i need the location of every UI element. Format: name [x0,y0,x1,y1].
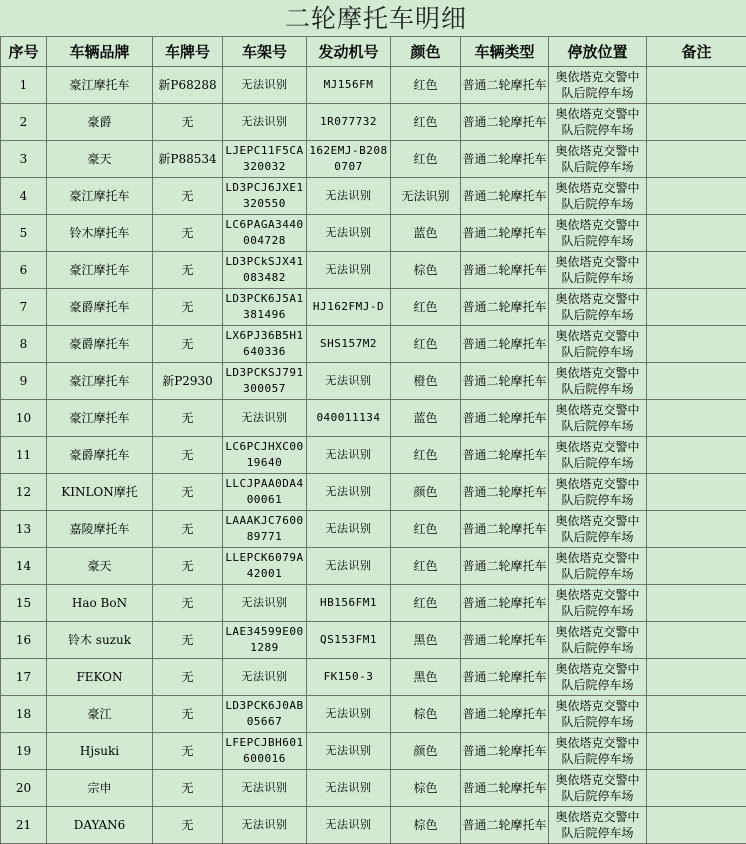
header-vin[interactable]: 车架号 [223,37,307,67]
cell-color[interactable]: 蓝色 [391,215,461,252]
cell-type[interactable]: 普通二轮摩托车 [461,104,549,141]
cell-type[interactable]: 普通二轮摩托车 [461,326,549,363]
cell-location[interactable]: 奥依塔克交警中队后院停车场 [549,807,647,844]
table-row [1,178,746,215]
cell-location[interactable]: 奥依塔克交警中队后院停车场 [549,770,647,807]
cell-engine[interactable]: 无法识别 [307,733,391,770]
cell-color[interactable]: 红色 [391,104,461,141]
cell-note[interactable] [647,178,746,215]
cell-color[interactable]: 红色 [391,326,461,363]
cell-engine[interactable]: 无法识别 [307,548,391,585]
cell-plate[interactable]: 无 [153,659,223,696]
cell-plate[interactable]: 无 [153,622,223,659]
cell-type[interactable]: 普通二轮摩托车 [461,696,549,733]
cell-note[interactable] [647,215,746,252]
cell-brand[interactable]: 嘉陵摩托车 [47,511,153,548]
cell-vin[interactable]: LLEPCK6079A42001 [223,548,307,585]
cell-type[interactable]: 普通二轮摩托车 [461,548,549,585]
cell-type[interactable]: 普通二轮摩托车 [461,178,549,215]
cell-vin[interactable]: LD3PCKSJ791300057 [223,363,307,400]
cell-index[interactable]: 12 [1,474,47,511]
cell-note[interactable] [647,659,746,696]
cell-type[interactable]: 普通二轮摩托车 [461,511,549,548]
cell-engine[interactable]: SHS157M2 [307,326,391,363]
cell-brand[interactable]: 豪江摩托车 [47,178,153,215]
cell-plate[interactable]: 新P68288 [153,67,223,104]
cell-vin[interactable]: LD3PCK6J5A1381496 [223,289,307,326]
cell-brand[interactable]: Hao BoN [47,585,153,622]
cell-plate[interactable]: 无 [153,215,223,252]
cell-index[interactable]: 4 [1,178,47,215]
cell-vin[interactable]: LFEPCJBH601600016 [223,733,307,770]
cell-brand[interactable]: Hjsuki [47,733,153,770]
table-row [1,585,746,622]
cell-brand[interactable]: 豪天 [47,141,153,178]
cell-type[interactable]: 普通二轮摩托车 [461,289,549,326]
cell-plate[interactable]: 无 [153,474,223,511]
cell-note[interactable] [647,548,746,585]
cell-color[interactable]: 红色 [391,585,461,622]
cell-index[interactable]: 21 [1,807,47,844]
cell-color[interactable]: 红色 [391,548,461,585]
cell-location[interactable]: 奥依塔克交警中队后院停车场 [549,363,647,400]
cell-note[interactable] [647,104,746,141]
cell-engine[interactable]: FK150-3 [307,659,391,696]
cell-type[interactable]: 普通二轮摩托车 [461,363,549,400]
cell-vin[interactable]: 无法识别 [223,104,307,141]
table-row [1,363,746,400]
cell-note[interactable] [647,326,746,363]
cell-engine[interactable]: HB156FM1 [307,585,391,622]
cell-plate[interactable]: 无 [153,696,223,733]
table-row [1,474,746,511]
cell-type[interactable]: 普通二轮摩托车 [461,770,549,807]
cell-brand[interactable]: 宗申 [47,770,153,807]
cell-note[interactable] [647,511,746,548]
cell-engine[interactable]: 无法识别 [307,363,391,400]
table-row [1,289,746,326]
cell-index[interactable]: 16 [1,622,47,659]
cell-plate[interactable]: 无 [153,178,223,215]
cell-type[interactable]: 普通二轮摩托车 [461,67,549,104]
cell-vin[interactable]: LLCJPAA0DA400061 [223,474,307,511]
cell-plate[interactable]: 无 [153,104,223,141]
cell-type[interactable]: 普通二轮摩托车 [461,622,549,659]
cell-index[interactable]: 11 [1,437,47,474]
cell-color[interactable]: 棕色 [391,696,461,733]
cell-location[interactable]: 奥依塔克交警中队后院停车场 [549,437,647,474]
table-row [1,659,746,696]
table-header [1,37,746,67]
cell-vin[interactable]: LAE34599E001289 [223,622,307,659]
motorcycle-table [0,36,746,844]
cell-engine[interactable]: 040011134 [307,400,391,437]
header-brand[interactable]: 车辆品牌 [47,37,153,67]
table-row [1,437,746,474]
cell-note[interactable] [647,622,746,659]
cell-brand[interactable]: 铃木摩托车 [47,215,153,252]
cell-brand[interactable]: DAYAN6 [47,807,153,844]
cell-index[interactable]: 6 [1,252,47,289]
cell-engine[interactable]: HJ162FMJ-D [307,289,391,326]
cell-plate[interactable]: 无 [153,807,223,844]
cell-brand[interactable]: 豪爵 [47,104,153,141]
cell-plate[interactable]: 无 [153,437,223,474]
table-row [1,622,746,659]
cell-vin[interactable]: LC6PAGA3440004728 [223,215,307,252]
cell-color[interactable]: 红色 [391,67,461,104]
cell-note[interactable] [647,437,746,474]
cell-index[interactable]: 8 [1,326,47,363]
cell-index[interactable]: 3 [1,141,47,178]
cell-type[interactable]: 普通二轮摩托车 [461,400,549,437]
cell-color[interactable]: 棕色 [391,252,461,289]
cell-note[interactable] [647,770,746,807]
cell-index[interactable]: 19 [1,733,47,770]
cell-type[interactable]: 普通二轮摩托车 [461,215,549,252]
header-location[interactable]: 停放位置 [549,37,647,67]
cell-index[interactable]: 9 [1,363,47,400]
cell-color[interactable]: 橙色 [391,363,461,400]
cell-vin[interactable]: 无法识别 [223,400,307,437]
cell-vin[interactable]: 无法识别 [223,585,307,622]
cell-type[interactable]: 普通二轮摩托车 [461,659,549,696]
header-plate[interactable]: 车牌号 [153,37,223,67]
cell-type[interactable]: 普通二轮摩托车 [461,437,549,474]
cell-vin[interactable]: LD3PCK6J0AB05667 [223,696,307,733]
cell-engine[interactable]: 162EMJ-B2080707 [307,141,391,178]
header-type[interactable]: 车辆类型 [461,37,549,67]
cell-engine[interactable]: 无法识别 [307,215,391,252]
cell-plate[interactable]: 无 [153,511,223,548]
cell-note[interactable] [647,733,746,770]
cell-color[interactable]: 颜色 [391,474,461,511]
cell-engine[interactable]: 1R077732 [307,104,391,141]
table-body [1,67,746,844]
cell-note[interactable] [647,807,746,844]
cell-brand[interactable]: 豪江摩托车 [47,67,153,104]
cell-index[interactable]: 20 [1,770,47,807]
cell-location[interactable]: 奥依塔克交警中队后院停车场 [549,141,647,178]
cell-plate[interactable]: 新P88534 [153,141,223,178]
cell-vin[interactable]: 无法识别 [223,67,307,104]
cell-engine[interactable]: MJ156FM [307,67,391,104]
cell-brand[interactable]: KINLON摩托 [47,474,153,511]
cell-index[interactable]: 17 [1,659,47,696]
cell-note[interactable] [647,289,746,326]
cell-color[interactable]: 红色 [391,289,461,326]
cell-vin[interactable]: LD3PCJ6JXE1320550 [223,178,307,215]
table-row [1,548,746,585]
cell-vin[interactable]: LAAAKJC760089771 [223,511,307,548]
cell-note[interactable] [647,141,746,178]
table-row [1,141,746,178]
cell-location[interactable]: 奥依塔克交警中队后院停车场 [549,696,647,733]
table-row [1,104,746,141]
cell-engine[interactable]: 无法识别 [307,696,391,733]
cell-brand[interactable]: FEKON [47,659,153,696]
cell-type[interactable]: 普通二轮摩托车 [461,585,549,622]
cell-plate[interactable]: 无 [153,289,223,326]
table-row [1,215,746,252]
cell-brand[interactable]: 豪爵摩托车 [47,437,153,474]
cell-note[interactable] [647,585,746,622]
cell-vin[interactable]: LJEPC11F5CA320032 [223,141,307,178]
cell-brand[interactable]: 豪江摩托车 [47,400,153,437]
cell-brand[interactable]: 豪江摩托车 [47,363,153,400]
cell-location[interactable]: 奥依塔克交警中队后院停车场 [549,289,647,326]
cell-color[interactable]: 黑色 [391,659,461,696]
cell-plate[interactable]: 无 [153,770,223,807]
cell-location[interactable]: 奥依塔克交警中队后院停车场 [549,215,647,252]
cell-location[interactable]: 奥依塔克交警中队后院停车场 [549,511,647,548]
cell-color[interactable]: 无法识别 [391,178,461,215]
cell-location[interactable]: 奥依塔克交警中队后院停车场 [549,548,647,585]
cell-brand[interactable]: 豪爵摩托车 [47,289,153,326]
cell-type[interactable]: 普通二轮摩托车 [461,807,549,844]
header-engine[interactable]: 发动机号 [307,37,391,67]
cell-location[interactable]: 奥依塔克交警中队后院停车场 [549,326,647,363]
cell-note[interactable] [647,474,746,511]
cell-type[interactable]: 普通二轮摩托车 [461,733,549,770]
table-row [1,67,746,104]
cell-plate[interactable]: 新P2930 [153,363,223,400]
cell-color[interactable]: 红色 [391,511,461,548]
cell-engine[interactable]: 无法识别 [307,437,391,474]
cell-plate[interactable]: 无 [153,733,223,770]
cell-vin[interactable]: 无法识别 [223,770,307,807]
cell-plate[interactable]: 无 [153,585,223,622]
table-row [1,807,746,844]
cell-type[interactable]: 普通二轮摩托车 [461,141,549,178]
table-row [1,252,746,289]
cell-brand[interactable]: 豪爵摩托车 [47,326,153,363]
cell-location[interactable]: 奥依塔克交警中队后院停车场 [549,252,647,289]
table-row [1,770,746,807]
cell-vin[interactable]: 无法识别 [223,659,307,696]
cell-engine[interactable]: 无法识别 [307,770,391,807]
cell-color[interactable]: 棕色 [391,807,461,844]
cell-color[interactable]: 棕色 [391,770,461,807]
cell-plate[interactable]: 无 [153,326,223,363]
cell-location[interactable]: 奥依塔克交警中队后院停车场 [549,400,647,437]
cell-location[interactable]: 奥依塔克交警中队后院停车场 [549,178,647,215]
cell-vin[interactable]: LX6PJ36B5H1640336 [223,326,307,363]
cell-vin[interactable]: LD3PCkSJX41083482 [223,252,307,289]
cell-note[interactable] [647,252,746,289]
cell-engine[interactable]: QS153FM1 [307,622,391,659]
cell-location[interactable]: 奥依塔克交警中队后院停车场 [549,733,647,770]
cell-index[interactable]: 15 [1,585,47,622]
cell-note[interactable] [647,400,746,437]
header-row [1,37,746,67]
cell-location[interactable]: 奥依塔克交警中队后院停车场 [549,67,647,104]
cell-brand[interactable]: 豪江 [47,696,153,733]
cell-vin[interactable]: 无法识别 [223,807,307,844]
cell-engine[interactable]: 无法识别 [307,511,391,548]
cell-engine[interactable]: 无法识别 [307,807,391,844]
cell-color[interactable]: 红色 [391,141,461,178]
table-row [1,733,746,770]
cell-location[interactable]: 奥依塔克交警中队后院停车场 [549,622,647,659]
cell-location[interactable]: 奥依塔克交警中队后院停车场 [549,585,647,622]
table-row [1,696,746,733]
cell-engine[interactable]: 无法识别 [307,178,391,215]
cell-plate[interactable]: 无 [153,252,223,289]
table-row [1,400,746,437]
cell-color[interactable]: 黑色 [391,622,461,659]
cell-index[interactable]: 13 [1,511,47,548]
cell-brand[interactable]: 豪天 [47,548,153,585]
cell-index[interactable]: 14 [1,548,47,585]
cell-color[interactable]: 蓝色 [391,400,461,437]
cell-color[interactable]: 颜色 [391,733,461,770]
cell-vin[interactable]: LC6PCJHXC0019640 [223,437,307,474]
cell-engine[interactable]: 无法识别 [307,252,391,289]
cell-brand[interactable]: 铃木 suzuk [47,622,153,659]
cell-index[interactable]: 18 [1,696,47,733]
cell-plate[interactable]: 无 [153,400,223,437]
cell-location[interactable]: 奥依塔克交警中队后院停车场 [549,659,647,696]
cell-engine[interactable]: 无法识别 [307,474,391,511]
cell-note[interactable] [647,696,746,733]
cell-type[interactable]: 普通二轮摩托车 [461,474,549,511]
cell-location[interactable]: 奥依塔克交警中队后院停车场 [549,104,647,141]
cell-index[interactable]: 7 [1,289,47,326]
header-index[interactable]: 序号 [1,37,47,67]
cell-index[interactable]: 5 [1,215,47,252]
header-note[interactable]: 备注 [647,37,746,67]
sheet-title: 二轮摩托车明细 [0,0,746,36]
header-color[interactable]: 颜色 [391,37,461,67]
cell-type[interactable]: 普通二轮摩托车 [461,252,549,289]
cell-location[interactable]: 奥依塔克交警中队后院停车场 [549,474,647,511]
cell-note[interactable] [647,67,746,104]
cell-brand[interactable]: 豪江摩托车 [47,252,153,289]
cell-index[interactable]: 1 [1,67,47,104]
cell-note[interactable] [647,363,746,400]
cell-index[interactable]: 10 [1,400,47,437]
table-row [1,326,746,363]
cell-color[interactable]: 红色 [391,437,461,474]
table-row [1,511,746,548]
cell-plate[interactable]: 无 [153,548,223,585]
cell-index[interactable]: 2 [1,104,47,141]
